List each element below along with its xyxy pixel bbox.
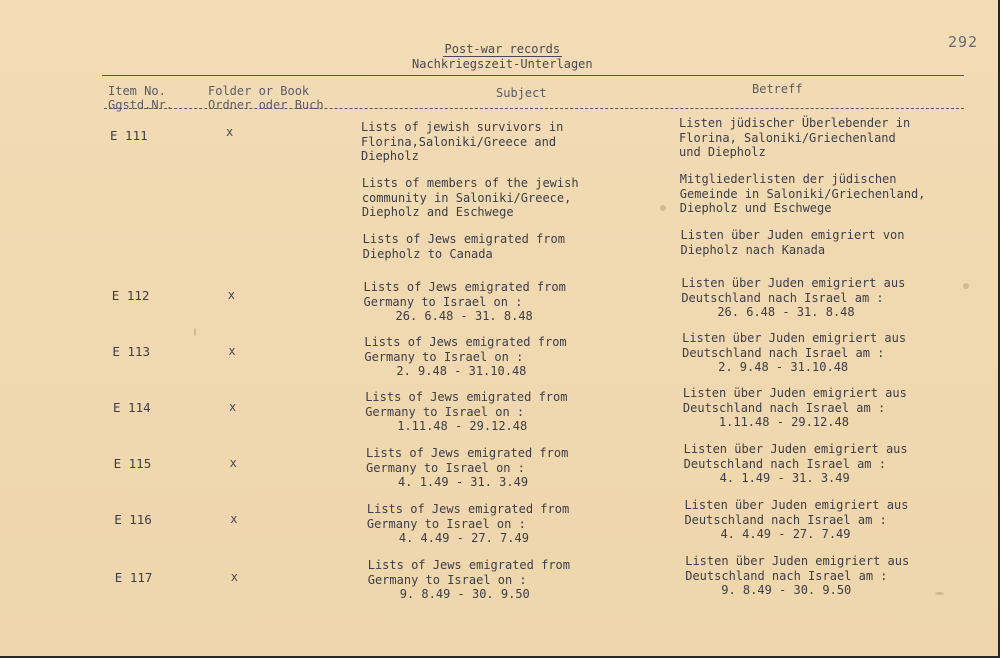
subject-line: Lists of Jews emigrated from xyxy=(367,558,571,572)
betreff-line: Deutschland nach Israel am : xyxy=(683,456,886,471)
betreff-line: Listen jüdischer Überlebender in xyxy=(679,116,911,130)
subject-line: Germany to Israel on : xyxy=(366,516,526,531)
folder-mark: x xyxy=(226,125,234,139)
subject-line: Lists of Jews emigrated from xyxy=(364,335,567,349)
item-number: E 116 xyxy=(114,512,152,527)
betreff-line: Deutschland nach Israel am : xyxy=(682,400,886,415)
betreff-line: Diepholz und Eschwege xyxy=(679,201,832,215)
betreff-line: Listen über Juden emigriert von xyxy=(680,228,905,242)
subject-cell xyxy=(361,120,563,164)
subject-line: Lists of Jews emigrated from xyxy=(363,280,566,294)
betreff-cell xyxy=(681,228,905,257)
header-subject: Subject xyxy=(496,86,547,100)
betreff-line: Listen über Juden emigriert aus xyxy=(685,554,910,568)
header-betreff: Betreff xyxy=(752,82,803,96)
betreff-date-range: 4. 1.49 - 31. 3.49 xyxy=(719,471,850,485)
subject-cell xyxy=(368,558,570,602)
betreff-date-range: 9. 8.49 - 30. 9.50 xyxy=(721,583,852,597)
paper-spot xyxy=(935,592,944,595)
item-number: E 117 xyxy=(114,570,153,585)
betreff-cell xyxy=(683,386,907,430)
folder-mark: x xyxy=(230,570,239,584)
betreff-date-range: 1.11.48 - 29.12.48 xyxy=(718,415,849,429)
subject-line: Germany to Israel on : xyxy=(367,572,527,587)
folder-mark: x xyxy=(229,456,237,470)
subject-line: Germany to Israel on : xyxy=(365,404,525,419)
page-number: 292 xyxy=(948,33,979,51)
subject-line: Lists of Jews emigrated from xyxy=(362,232,565,246)
betreff-date-range: 26. 6.48 - 31. 8.48 xyxy=(717,305,855,319)
betreff-line: Listen über Juden emigriert aus xyxy=(682,386,907,400)
betreff-line: Listen über Juden emigriert aus xyxy=(684,498,909,512)
subject-cell xyxy=(367,502,569,546)
betreff-line: und Diepholz xyxy=(679,145,766,159)
betreff-line: Gemeinde in Saloniki/Griechenland, xyxy=(679,186,926,201)
subject-line: Germany to Israel on : xyxy=(366,460,525,475)
subject-date-range: 4. 1.49 - 31. 3.49 xyxy=(398,475,529,489)
subject-line: Diepholz xyxy=(361,149,419,163)
betreff-cell xyxy=(684,498,908,542)
item-number: E 114 xyxy=(113,400,151,415)
subject-line: Lists of jewish survivors in xyxy=(361,120,564,134)
betreff-line: Listen über Juden emigriert aus xyxy=(681,276,906,290)
betreff-line: Deutschland nach Israel am : xyxy=(685,568,888,583)
folder-mark: x xyxy=(228,344,236,358)
paper-spot xyxy=(660,205,666,211)
subject-date-range: 4. 4.49 - 27. 7.49 xyxy=(398,531,529,545)
paper-spot xyxy=(194,328,196,336)
betreff-line: Listen über Juden emigriert aus xyxy=(683,442,908,456)
betreff-line: Listen über Juden emigriert aus xyxy=(682,331,907,345)
header-bottom-rule xyxy=(104,108,964,109)
betreff-cell xyxy=(682,331,906,375)
subject-cell xyxy=(364,280,566,324)
betreff-date-range: 2. 9.48 - 31.10.48 xyxy=(718,360,849,374)
item-number: E 112 xyxy=(111,288,150,303)
betreff-line: Diepholz nach Kanada xyxy=(680,242,826,257)
header-folder: Folder or Book Ordner oder Buch xyxy=(208,84,324,112)
subject-line: Lists of Jews emigrated from xyxy=(366,446,569,460)
subject-line: Diepholz to Canada xyxy=(362,246,493,261)
subject-date-range: 1.11.48 - 29.12.48 xyxy=(397,419,528,433)
subject-cell xyxy=(363,232,565,261)
subject-cell xyxy=(364,335,566,379)
subject-line: Lists of members of the jewish xyxy=(361,176,579,190)
betreff-line: Deutschland nach Israel am : xyxy=(684,512,887,527)
subject-date-range: 26. 6.48 - 31. 8.48 xyxy=(395,309,533,323)
title-english: Post-war records xyxy=(444,42,561,56)
betreff-line: Mitgliederlisten der jüdischen xyxy=(679,172,897,186)
folder-mark: x xyxy=(229,400,237,414)
betreff-cell xyxy=(681,276,905,320)
betreff-cell xyxy=(680,172,926,216)
subject-date-range: 9. 8.49 - 30. 9.50 xyxy=(399,587,530,601)
subject-line: Germany to Israel on : xyxy=(363,294,523,309)
folder-mark: x xyxy=(227,288,236,302)
subject-line: Diepholz and Eschwege xyxy=(361,205,514,219)
header-item-no: Item No. Ggstd.Nr. xyxy=(108,84,174,112)
betreff-date-range: 4. 4.49 - 27. 7.49 xyxy=(720,527,851,541)
betreff-line: Deutschland nach Israel am : xyxy=(682,345,885,360)
betreff-line: Florina, Saloniki/Griechenland xyxy=(679,130,896,145)
item-number: E 113 xyxy=(112,344,151,359)
subject-line: community in Saloniki/Greece, xyxy=(361,190,572,205)
subject-line: Lists of Jews emigrated from xyxy=(365,390,568,404)
subject-line: Florina,Saloniki/Greece and xyxy=(361,134,557,149)
betreff-cell xyxy=(685,554,909,598)
folder-mark: x xyxy=(230,512,238,526)
subject-cell xyxy=(366,446,568,490)
title-german: Nachkriegszeit-Unterlagen xyxy=(412,57,593,71)
item-number: E 115 xyxy=(113,456,152,471)
item-number: E 111 xyxy=(110,128,148,143)
betreff-cell xyxy=(679,116,910,160)
subject-cell xyxy=(362,176,579,220)
betreff-line: Deutschland nach Israel am : xyxy=(681,290,884,305)
subject-line: Germany to Israel on : xyxy=(364,349,524,364)
header-top-rule xyxy=(102,75,964,76)
document-title xyxy=(412,38,593,71)
subject-date-range: 2. 9.48 - 31.10.48 xyxy=(396,364,527,378)
subject-cell xyxy=(365,390,567,434)
subject-line: Lists of Jews emigrated from xyxy=(366,502,570,516)
paper-spot xyxy=(963,283,969,289)
betreff-cell xyxy=(684,442,908,486)
